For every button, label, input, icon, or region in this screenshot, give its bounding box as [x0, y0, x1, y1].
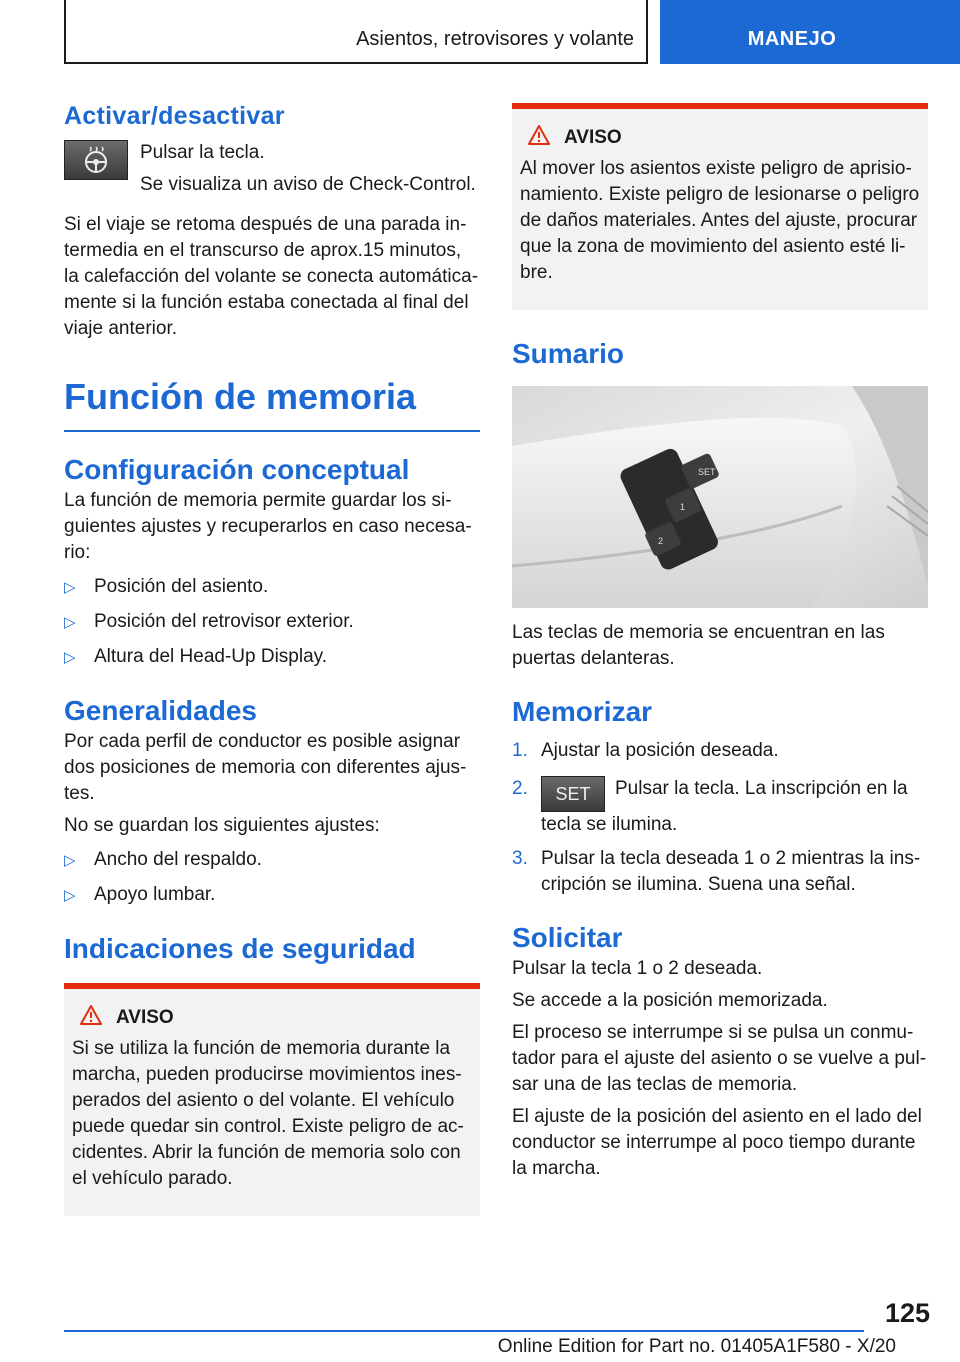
step-item: 1. Ajustar la posición deseada.: [512, 740, 779, 761]
configuracion-paragraph: La función de memoria permite guardar los si-guientes ajustes y recuperarlos en caso necesa-rio:: [64, 490, 472, 563]
photo-caption: Las teclas de memoria se encuentran en las puertas delanteras.: [512, 622, 885, 669]
warning-triangle-icon: [80, 1005, 102, 1030]
generalidades-heading: Generalidades: [64, 695, 257, 726]
steering-wheel-heating-icon: [64, 140, 128, 180]
warning-text: Si se utiliza la función de memoria durante la marcha, pueden producirse movimientos ines-perados del asiento o del volante. El vehículo puede quedar sin control. Existe peligro de ac-cidentes. Abrir la función de memoria solo con el vehículo parado.: [72, 1038, 464, 1189]
warning-label: AVISO: [564, 126, 622, 148]
solicitar-p1: Pulsar la tecla 1 o 2 deseada.: [512, 958, 763, 979]
footer-divider: [64, 1330, 864, 1332]
sumario-heading: Sumario: [512, 338, 625, 369]
configuracion-heading: Configuración conceptual: [64, 454, 410, 485]
list-item: ▷ Ancho del respaldo.: [64, 847, 480, 874]
right-column: [512, 103, 928, 1182]
activar-heading: Activar/desactivar: [64, 102, 285, 130]
solicitar-p4: El ajuste de la posición del asiento en el lado del conductor se interrumpe al poco tiempo durante la marcha.: [512, 1106, 922, 1179]
generalidades-list: [64, 847, 480, 909]
triangle-bullet-icon: ▷: [64, 852, 76, 869]
list-item: ▷ Posición del retrovisor exterior.: [64, 609, 480, 636]
activar-paragraph: Si el viaje se retoma después de una parada in-termedia en el transcurso de aprox.15 minutos, la calefacción del volante se conecta automática-mente si la función estaba conectada al final del viaje anterior.: [64, 214, 479, 339]
svg-text:1: 1: [680, 502, 686, 512]
activar-instruction: [64, 140, 480, 204]
page-number: 125: [884, 1298, 930, 1328]
svg-text:SET: SET: [698, 467, 716, 477]
activar-line1: Pulsar la tecla.: [140, 142, 265, 163]
step-item: 2. SET Pulsar la tecla. La inscripción en la tecla se ilumina.: [512, 778, 908, 835]
section-title: Asientos, retrovisores y volante: [356, 28, 634, 50]
safety-warning-box: [64, 983, 480, 1216]
door-panel-photo: [512, 386, 928, 608]
list-item: ▷ Apoyo lumbar.: [64, 882, 480, 909]
triangle-bullet-icon: ▷: [64, 649, 76, 666]
svg-text:2: 2: [658, 536, 664, 546]
triangle-bullet-icon: ▷: [64, 887, 76, 904]
list-item: ▷ Altura del Head-Up Display.: [64, 644, 480, 671]
left-column: [64, 100, 480, 1216]
solicitar-heading: Solicitar: [512, 922, 623, 953]
warning-text: Al mover los asientos existe peligro de aprisio-namiento. Existe peligro de lesionarse o peligro de daños materiales. Antes del ajuste, procurar que la zona de movimiento del asiento esté li-bre.: [520, 158, 920, 283]
generalidades-paragraph-2: No se guardan los siguientes ajustes:: [64, 815, 380, 836]
warning-triangle-icon: [528, 125, 550, 150]
solicitar-p3: El proceso se interrumpe si se pulsa un conmu-tador para el ajuste del asiento o se vuelve a pul-sar una de las teclas de memoria.: [512, 1022, 927, 1095]
solicitar-p2: Se accede a la posición memorizada.: [512, 990, 828, 1011]
header-frame: [64, 0, 648, 64]
chapter-tab-label: MANEJO: [747, 28, 837, 50]
list-item: ▷ Posición del asiento.: [64, 574, 480, 601]
triangle-bullet-icon: ▷: [64, 579, 76, 596]
step-item: 3. Pulsar la tecla deseada 1 o 2 mientras la ins-cripción se ilumina. Suena una señal.: [512, 848, 921, 895]
generalidades-paragraph-1: Por cada perfil de conductor es posible asignar dos posiciones de memoria con diferentes ajus-tes.: [64, 731, 467, 804]
configuracion-list: [64, 574, 480, 671]
memoria-title: Función de memoria: [64, 374, 480, 432]
seguridad-heading: Indicaciones de seguridad: [64, 933, 416, 964]
triangle-bullet-icon: ▷: [64, 614, 76, 631]
seat-warning-box: [512, 103, 928, 310]
memorizar-heading: Memorizar: [512, 696, 653, 727]
footer-edition: Online Edition for Part no. 01405A1F580 - X/20: [497, 1336, 896, 1357]
warning-label: AVISO: [116, 1006, 174, 1028]
chapter-tab[interactable]: [660, 0, 960, 64]
set-button-icon: SET: [541, 776, 605, 812]
memorizar-steps: [512, 738, 928, 898]
activar-line2: Se visualiza un aviso de Check-Control.: [140, 174, 476, 195]
